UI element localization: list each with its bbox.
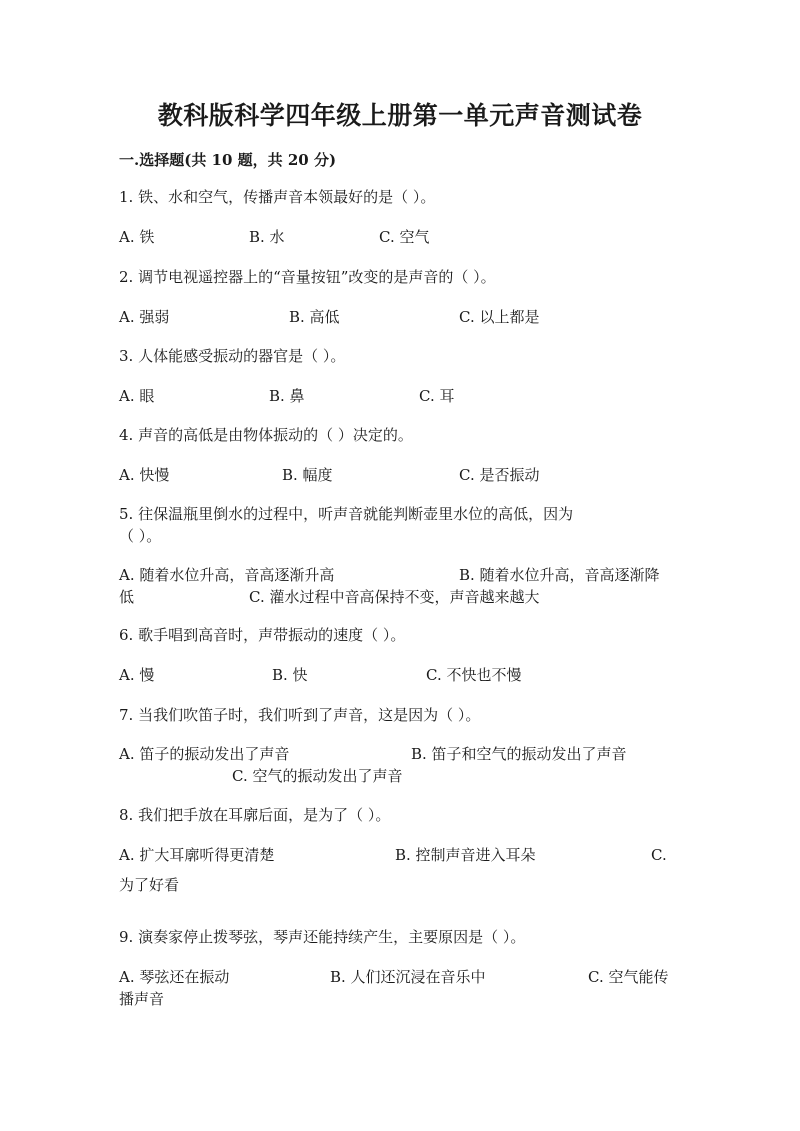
question-2-option-c: C. 以上都是 (459, 308, 540, 326)
question-8-option-c: C. (651, 846, 667, 864)
question-5-option-b-wrap: 低 (119, 588, 135, 606)
question-6-option-b: B. 快 (272, 666, 308, 684)
question-5-stem: 5. 往保温瓶里倒水的过程中，听声音就能判断壶里水位的高低，因为 (119, 505, 574, 523)
question-8-option-a: A. 扩大耳廓听得更清楚 (119, 846, 275, 864)
question-8-stem: 8. 我们把手放在耳廓后面，是为了（ ）。 (119, 806, 391, 824)
question-7-stem: 7. 当我们吹笛子时，我们听到了声音，这是因为（ ）。 (119, 706, 481, 724)
question-7-option-c: C. 空气的振动发出了声音 (232, 767, 403, 785)
question-9-option-c-wrap: 播声音 (119, 990, 165, 1008)
question-9-option-c: C. 空气能传 (588, 968, 669, 986)
question-2-stem: 2. 调节电视遥控器上的“音量按钮”改变的是声音的（ ）。 (119, 268, 496, 286)
question-7-option-a: A. 笛子的振动发出了声音 (119, 745, 290, 763)
question-1-option-a: A. 铁 (119, 228, 155, 246)
question-6-stem: 6. 歌手唱到高音时，声带振动的速度（ ）。 (119, 626, 406, 644)
question-3-option-a: A. 眼 (119, 387, 155, 405)
question-6-option-a: A. 慢 (119, 666, 155, 684)
question-7-option-b: B. 笛子和空气的振动发出了声音 (411, 745, 627, 763)
question-1-option-c: C. 空气 (379, 228, 430, 246)
question-4-option-c: C. 是否振动 (459, 466, 540, 484)
question-8-option-c-wrap: 为了好看 (119, 876, 180, 894)
question-9-option-b: B. 人们还沉浸在音乐中 (330, 968, 486, 986)
question-5-option-a: A. 随着水位升高，音高逐渐升高 (119, 566, 335, 584)
question-2-option-a: A. 强弱 (119, 308, 170, 326)
question-5-stem-continued: （ ）。 (119, 527, 162, 545)
question-9-option-a: A. 琴弦还在振动 (119, 968, 230, 986)
question-3-stem: 3. 人体能感受振动的器官是（ ）。 (119, 347, 346, 365)
question-9-stem: 9. 演奏家停止拨琴弦，琴声还能持续产生，主要原因是（ ）。 (119, 928, 526, 946)
question-1-stem: 1. 铁、水和空气，传播声音本领最好的是（ ）。 (119, 188, 436, 206)
section-heading: 一.选择题(共 10 题，共 20 分) (119, 151, 337, 169)
question-5-option-b: B. 随着水位升高，音高逐渐降 (459, 566, 660, 584)
question-8-option-b: B. 控制声音进入耳朵 (395, 846, 536, 864)
question-4-option-b: B. 幅度 (282, 466, 333, 484)
question-4-stem: 4. 声音的高低是由物体振动的（ ）决定的。 (119, 426, 413, 444)
question-1-option-b: B. 水 (249, 228, 285, 246)
question-3-option-c: C. 耳 (419, 387, 455, 405)
question-6-option-c: C. 不快也不慢 (426, 666, 522, 684)
page-title: 教科版科学四年级上册第一单元声音测试卷 (157, 101, 643, 130)
question-2-option-b: B. 高低 (289, 308, 340, 326)
question-5-option-c: C. 灌水过程中音高保持不变，声音越来越大 (249, 588, 540, 606)
question-3-option-b: B. 鼻 (269, 387, 305, 405)
question-4-option-a: A. 快慢 (119, 466, 170, 484)
